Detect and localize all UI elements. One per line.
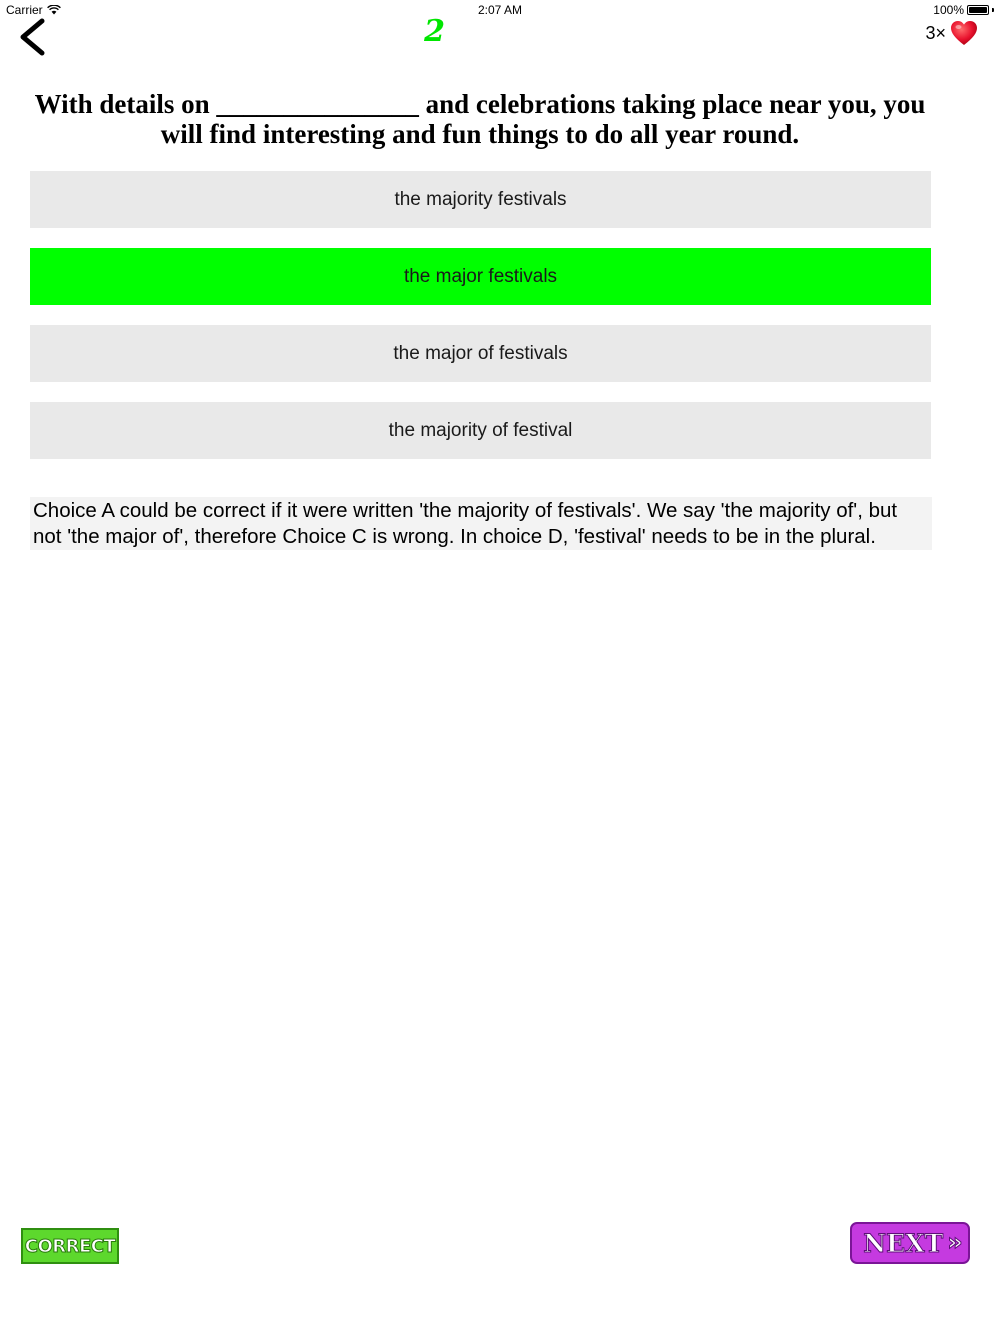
question-number: 2 (424, 14, 446, 49)
chevron-left-icon (14, 16, 54, 60)
battery-indicator (933, 3, 994, 17)
answer-option-label: the majority festivals (394, 188, 567, 210)
battery-percent: 100% (933, 3, 964, 17)
answer-explanation: Choice A could be correct if it were written 'the majority of festivals'. We say 'the majority of', but not 'the major of', therefore Choice C is wrong. In choice D, 'festival' needs to be in the plural. (30, 497, 932, 550)
back-button[interactable] (14, 16, 54, 60)
answer-option-d[interactable] (30, 402, 931, 459)
lives-count: 3× (925, 22, 946, 43)
heart-icon (950, 20, 978, 46)
battery-icon (967, 5, 989, 15)
next-button[interactable] (850, 1222, 970, 1264)
next-label: NEXT (863, 1228, 944, 1258)
question-line-2: will find interesting and fun things to do all year round. (160, 119, 800, 149)
lives-counter (925, 20, 978, 46)
status-time: 2:07 AM (477, 3, 523, 17)
answer-option-a[interactable] (30, 171, 931, 228)
answer-option-label: the majority of festival (388, 419, 573, 441)
answer-option-b[interactable] (30, 248, 931, 305)
question-text (28, 89, 932, 149)
answer-option-c[interactable] (30, 325, 931, 382)
double-chevron-right-icon: » (947, 1227, 957, 1256)
answer-option-label: the major festivals (403, 265, 558, 287)
correct-result-badge: CORRECT (21, 1228, 119, 1264)
answer-option-label: the major of festivals (393, 342, 568, 364)
status-bar (0, 0, 1000, 20)
carrier-label: Carrier (6, 3, 43, 17)
question-line-1: With details on _______________ and celebrations taking place near you, you (34, 89, 926, 119)
